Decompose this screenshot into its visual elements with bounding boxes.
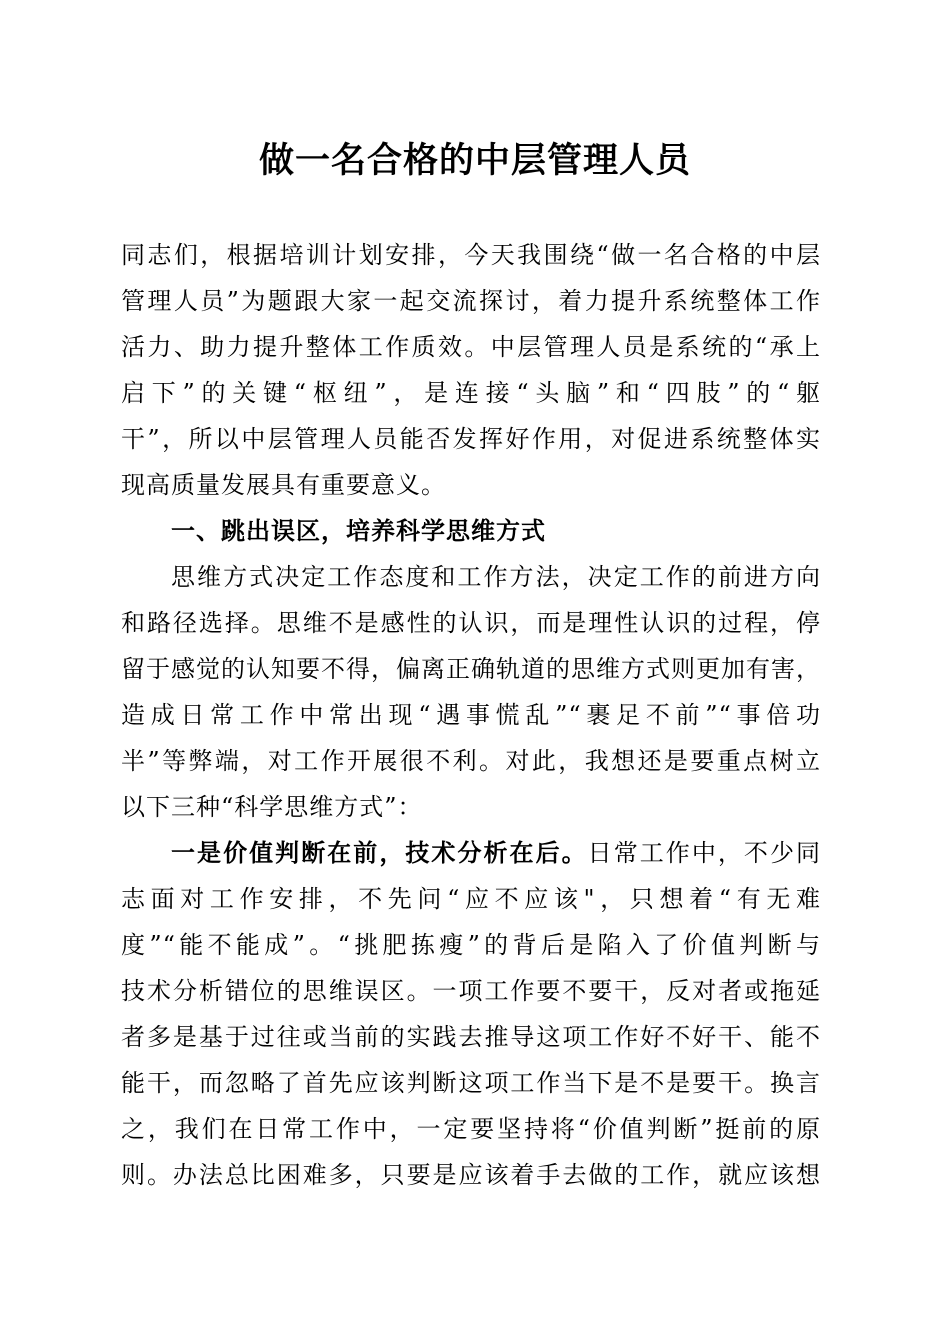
paragraph-line: 能干，而忽略了首先应该判断这项工作当下是不是要干。换言	[121, 1069, 821, 1097]
paragraph-line: 现高质量发展具有重要意义。	[121, 471, 446, 499]
paragraph-line: 度”“能不能成”。“挑肥拣瘦”的背后是陷入了价值判断与	[121, 931, 821, 959]
paragraph-line	[121, 830, 821, 876]
paragraph-line: 启下”的关键“枢纽”，是连接“头脑”和“四肢”的“躯	[121, 379, 821, 407]
paragraph-text: 日常工作中，不少同	[587, 839, 822, 867]
paragraph-line: 半”等弊端，对工作开展很不利。对此，我想还是要重点树立	[121, 747, 821, 775]
paragraph-line: 留于感觉的认知要不得，偏离正确轨道的思维方式则更加有害，	[121, 655, 821, 683]
paragraph-line: 造成日常工作中常出现“遇事慌乱”“裹足不前”“事倍功	[121, 701, 821, 729]
section-heading: 一、跳出误区，培养科学思维方式	[171, 517, 546, 545]
document-title: 做一名合格的中层管理人员	[258, 140, 691, 181]
paragraph-line: 以下三种“科学思维方式”：	[121, 793, 423, 821]
lead-sentence: 一是价值判断在前，技术分析在后。	[171, 838, 588, 867]
paragraph-line: 思维方式决定工作态度和工作方法，决定工作的前进方向	[171, 563, 821, 591]
paragraph-line: 之，我们在日常工作中，一定要坚持将“价值判断”挺前的原	[121, 1115, 821, 1143]
paragraph-line: 和路径选择。思维不是感性的认识，而是理性认识的过程，停	[121, 609, 821, 637]
paragraph-line: 活力、助力提升整体工作质效。中层管理人员是系统的“承上	[121, 333, 821, 361]
paragraph-line: 技术分析错位的思维误区。一项工作要不要干，反对者或拖延	[121, 977, 821, 1005]
paragraph-line: 管理人员”为题跟大家一起交流探讨，着力提升系统整体工作	[121, 287, 821, 315]
document-body	[121, 232, 821, 1198]
paragraph-line: 则。办法总比困难多，只要是应该着手去做的工作，就应该想	[121, 1161, 821, 1189]
paragraph-line: 者多是基于过往或当前的实践去推导这项工作好不好干、能不	[121, 1023, 821, 1051]
paragraph-line: 干”，所以中层管理人员能否发挥好作用，对促进系统整体实	[121, 425, 821, 453]
paragraph-line: 同志们，根据培训计划安排，今天我围绕“做一名合格的中层	[121, 241, 821, 269]
paragraph-line: 志面对工作安排，不先问“应不应该"，只想着“有无难	[121, 885, 821, 913]
